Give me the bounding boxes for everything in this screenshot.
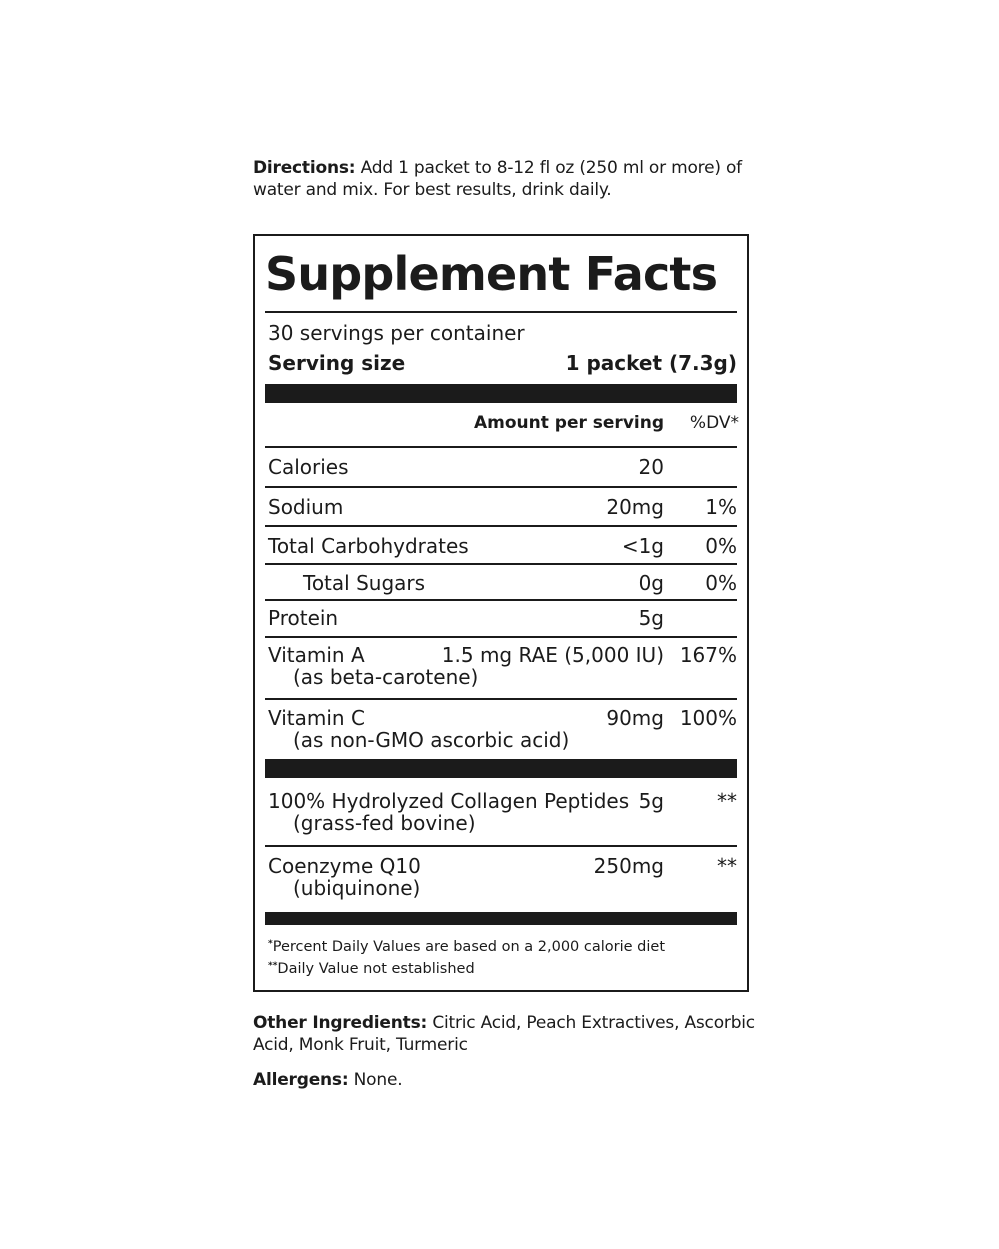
footnote-mark: ** xyxy=(268,961,278,971)
nutrient-source: (as non-GMO ascorbic acid) xyxy=(293,728,570,752)
divider xyxy=(265,599,737,601)
directions-body: Add 1 packet to 8-12 fl oz (250 ml or more) of water and mix. For best results, drink daily. xyxy=(253,158,742,200)
nutrient-amount: 1.5 mg RAE (5,000 IU) xyxy=(441,643,664,667)
serving-size-value: 1 packet (7.3g) xyxy=(565,351,737,375)
other-ingredients-label: Other Ingredients: xyxy=(253,1013,428,1033)
nutrient-amount: 20 xyxy=(638,455,664,479)
thick-divider xyxy=(265,759,737,778)
allergens-label: Allergens: xyxy=(253,1070,349,1090)
directions-text xyxy=(253,157,753,201)
panel-title: Supplement Facts xyxy=(265,247,718,301)
nutrient-amount: 20mg xyxy=(606,495,664,519)
serving-size-row xyxy=(268,351,737,375)
nutrient-dv: 0% xyxy=(705,571,737,595)
thick-divider xyxy=(265,384,737,403)
divider xyxy=(265,486,737,488)
nutrient-source: (grass-fed bovine) xyxy=(293,811,476,835)
dv-header: %DV* xyxy=(689,413,739,433)
other-ingredients xyxy=(253,1012,758,1056)
footnote-text: Percent Daily Values are based on a 2,000 calorie diet xyxy=(272,939,666,955)
directions-label: Directions: xyxy=(253,158,356,178)
nutrient-amount: <1g xyxy=(621,534,664,558)
nutrient-name: Total Sugars xyxy=(303,571,426,595)
nutrient-amount: 5g xyxy=(638,606,664,630)
supplement-facts-panel xyxy=(253,234,749,992)
divider xyxy=(265,525,737,527)
nutrient-dv: ** xyxy=(717,854,737,878)
servings-per-container: 30 servings per container xyxy=(268,321,525,345)
nutrient-name: Calories xyxy=(268,455,349,479)
allergens xyxy=(253,1069,753,1091)
nutrient-name: Protein xyxy=(268,606,339,630)
divider xyxy=(265,311,737,313)
nutrient-name: Sodium xyxy=(268,495,344,519)
divider xyxy=(265,636,737,638)
nutrient-name: Coenzyme Q10 xyxy=(268,854,421,878)
divider xyxy=(265,563,737,565)
thick-divider xyxy=(265,912,737,925)
footnote-text: Daily Value not established xyxy=(277,961,475,977)
nutrient-name: Total Carbohydrates xyxy=(268,534,469,558)
nutrient-source: (as beta-carotene) xyxy=(293,665,479,689)
nutrient-dv: 0% xyxy=(705,534,737,558)
nutrient-amount: 5g xyxy=(638,789,664,813)
nutrient-name: Vitamin C xyxy=(268,706,365,730)
divider xyxy=(265,845,737,847)
nutrient-dv: 167% xyxy=(679,643,737,667)
nutrient-amount: 0g xyxy=(638,571,664,595)
nutrient-dv: 1% xyxy=(705,495,737,519)
nutrient-source: (ubiquinone) xyxy=(293,876,421,900)
nutrient-name: Vitamin A xyxy=(268,643,365,667)
serving-size-label: Serving size xyxy=(268,351,406,375)
footnote-not-established xyxy=(268,955,475,980)
amount-per-serving-header: Amount per serving xyxy=(473,413,664,433)
nutrient-amount: 90mg xyxy=(606,706,664,730)
nutrient-name: 100% Hydrolyzed Collagen Peptides xyxy=(268,789,630,813)
footnote-mark: * xyxy=(268,939,273,949)
divider xyxy=(265,698,737,700)
nutrient-amount: 250mg xyxy=(593,854,664,878)
other-ingredients-text: Citric Acid, Peach Extractives, Ascorbic Acid, Monk Fruit, Turmeric xyxy=(253,1013,755,1055)
nutrient-dv: 100% xyxy=(679,706,737,730)
divider xyxy=(265,446,737,448)
allergens-text: None. xyxy=(348,1070,403,1090)
nutrient-dv: ** xyxy=(717,789,737,813)
